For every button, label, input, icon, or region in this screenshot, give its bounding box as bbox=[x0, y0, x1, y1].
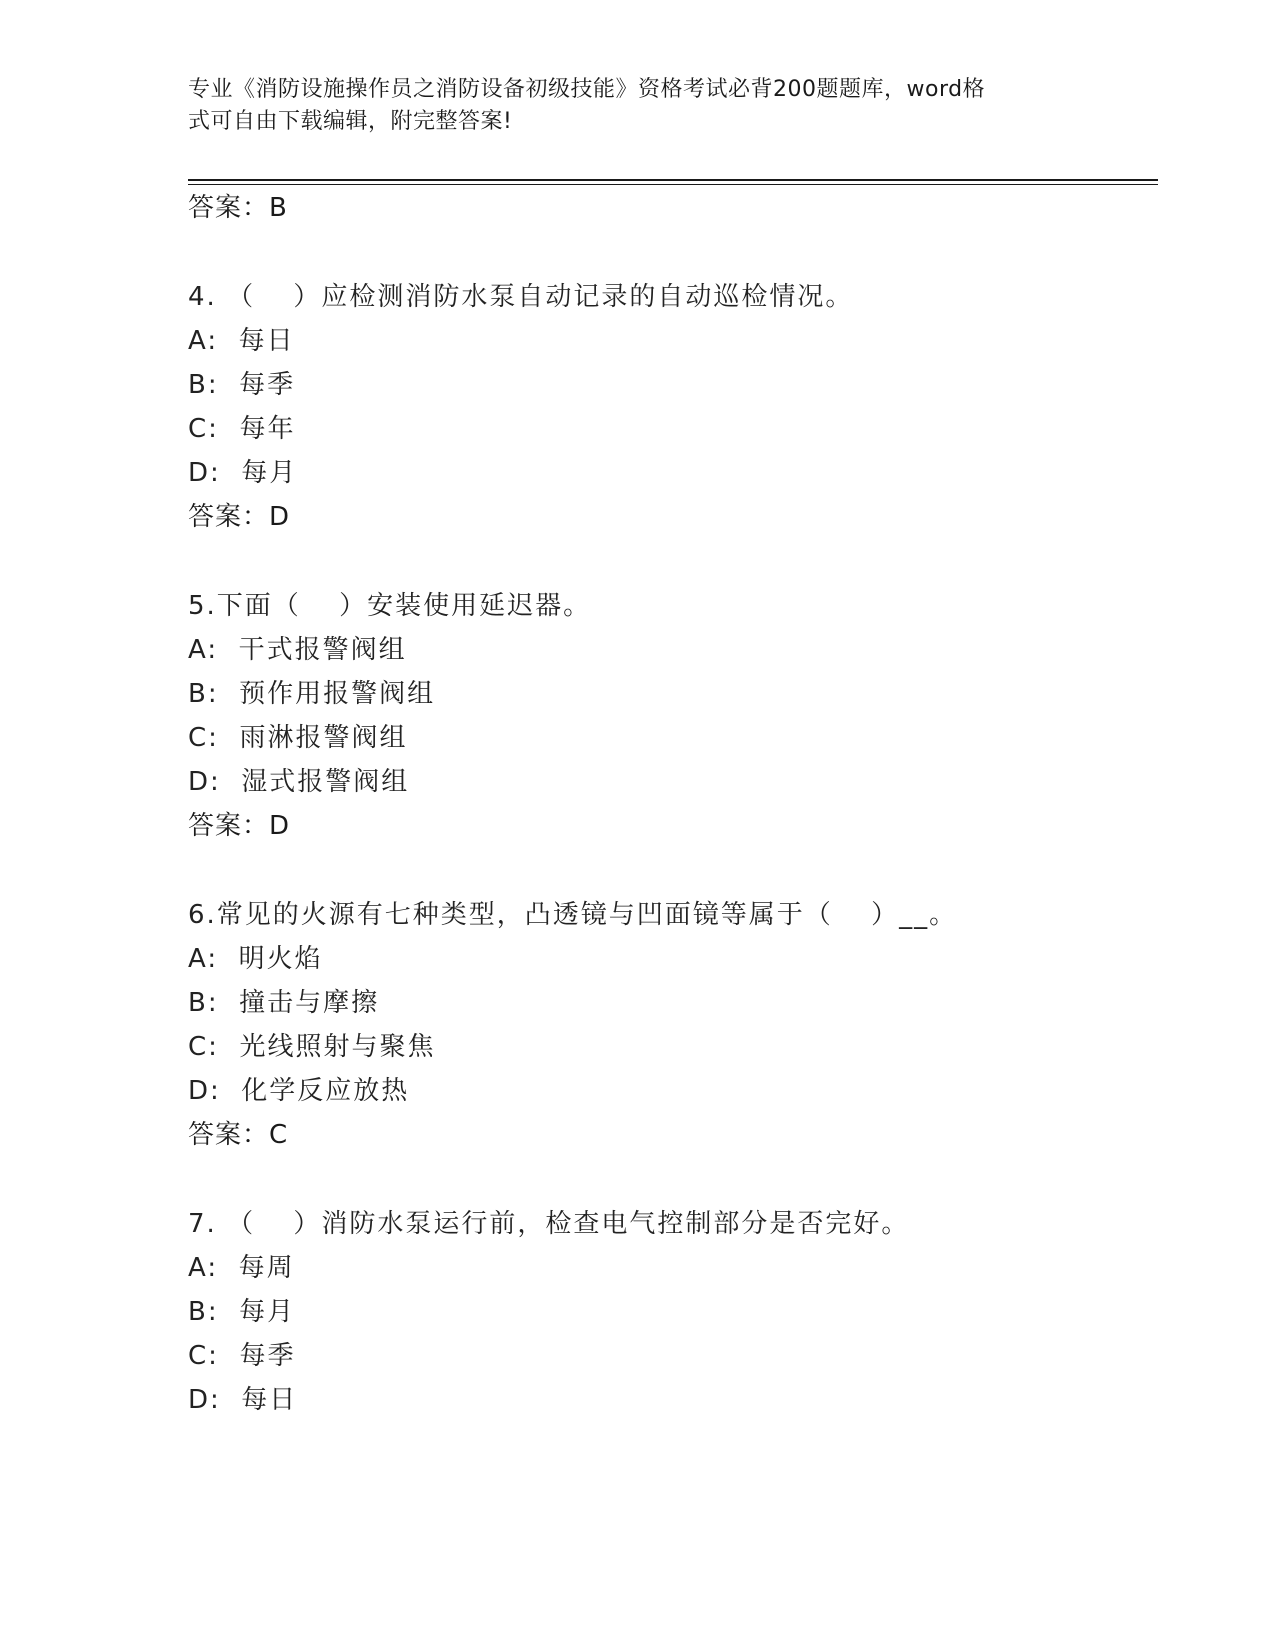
question-4-option-b: B: 每季 bbox=[188, 370, 296, 400]
answer-q5: 答案：D bbox=[188, 811, 291, 841]
answer-q6: 答案：C bbox=[188, 1120, 289, 1150]
question-4-option-d: D: 每月 bbox=[188, 458, 298, 488]
question-4-option-a: A: 每日 bbox=[188, 326, 295, 356]
header-line-2: 式可自由下载编辑，附完整答案! bbox=[188, 109, 513, 134]
question-5-stem: 5.下面（ ）安装使用延迟器。 bbox=[188, 591, 592, 621]
question-5-option-d: D: 湿式报警阀组 bbox=[188, 767, 410, 797]
header-line-1: 专业《消防设施操作员之消防设备初级技能》资格考试必背200题题库，word格 bbox=[188, 77, 986, 102]
answer-q4: 答案：D bbox=[188, 502, 291, 532]
question-5-option-c: C: 雨淋报警阀组 bbox=[188, 723, 408, 753]
question-4-stem: 4. （ ）应检测消防水泵自动记录的自动巡检情况。 bbox=[188, 282, 854, 312]
header-divider-thin bbox=[188, 184, 1158, 185]
question-6-option-a: A: 明火焰 bbox=[188, 944, 323, 974]
answer-q3: 答案：B bbox=[188, 193, 288, 223]
question-6-stem: 6.常见的火源有七种类型，凸透镜与凹面镜等属于（ ）__。 bbox=[188, 900, 958, 930]
question-6-option-b: B: 撞击与摩擦 bbox=[188, 988, 380, 1018]
question-7-option-d: D: 每日 bbox=[188, 1385, 298, 1415]
question-6-option-d: D: 化学反应放热 bbox=[188, 1076, 410, 1106]
header-divider-thick bbox=[188, 179, 1158, 181]
question-5-option-b: B: 预作用报警阀组 bbox=[188, 679, 436, 709]
question-7-stem: 7. （ ）消防水泵运行前，检查电气控制部分是否完好。 bbox=[188, 1209, 910, 1239]
question-7-option-c: C: 每季 bbox=[188, 1341, 296, 1371]
question-7-option-b: B: 每月 bbox=[188, 1297, 296, 1327]
question-7-option-a: A: 每周 bbox=[188, 1253, 295, 1283]
document-header bbox=[188, 74, 1068, 138]
question-4-option-c: C: 每年 bbox=[188, 414, 296, 444]
question-5-option-a: A: 干式报警阀组 bbox=[188, 635, 407, 665]
question-6-option-c: C: 光线照射与聚焦 bbox=[188, 1032, 436, 1062]
